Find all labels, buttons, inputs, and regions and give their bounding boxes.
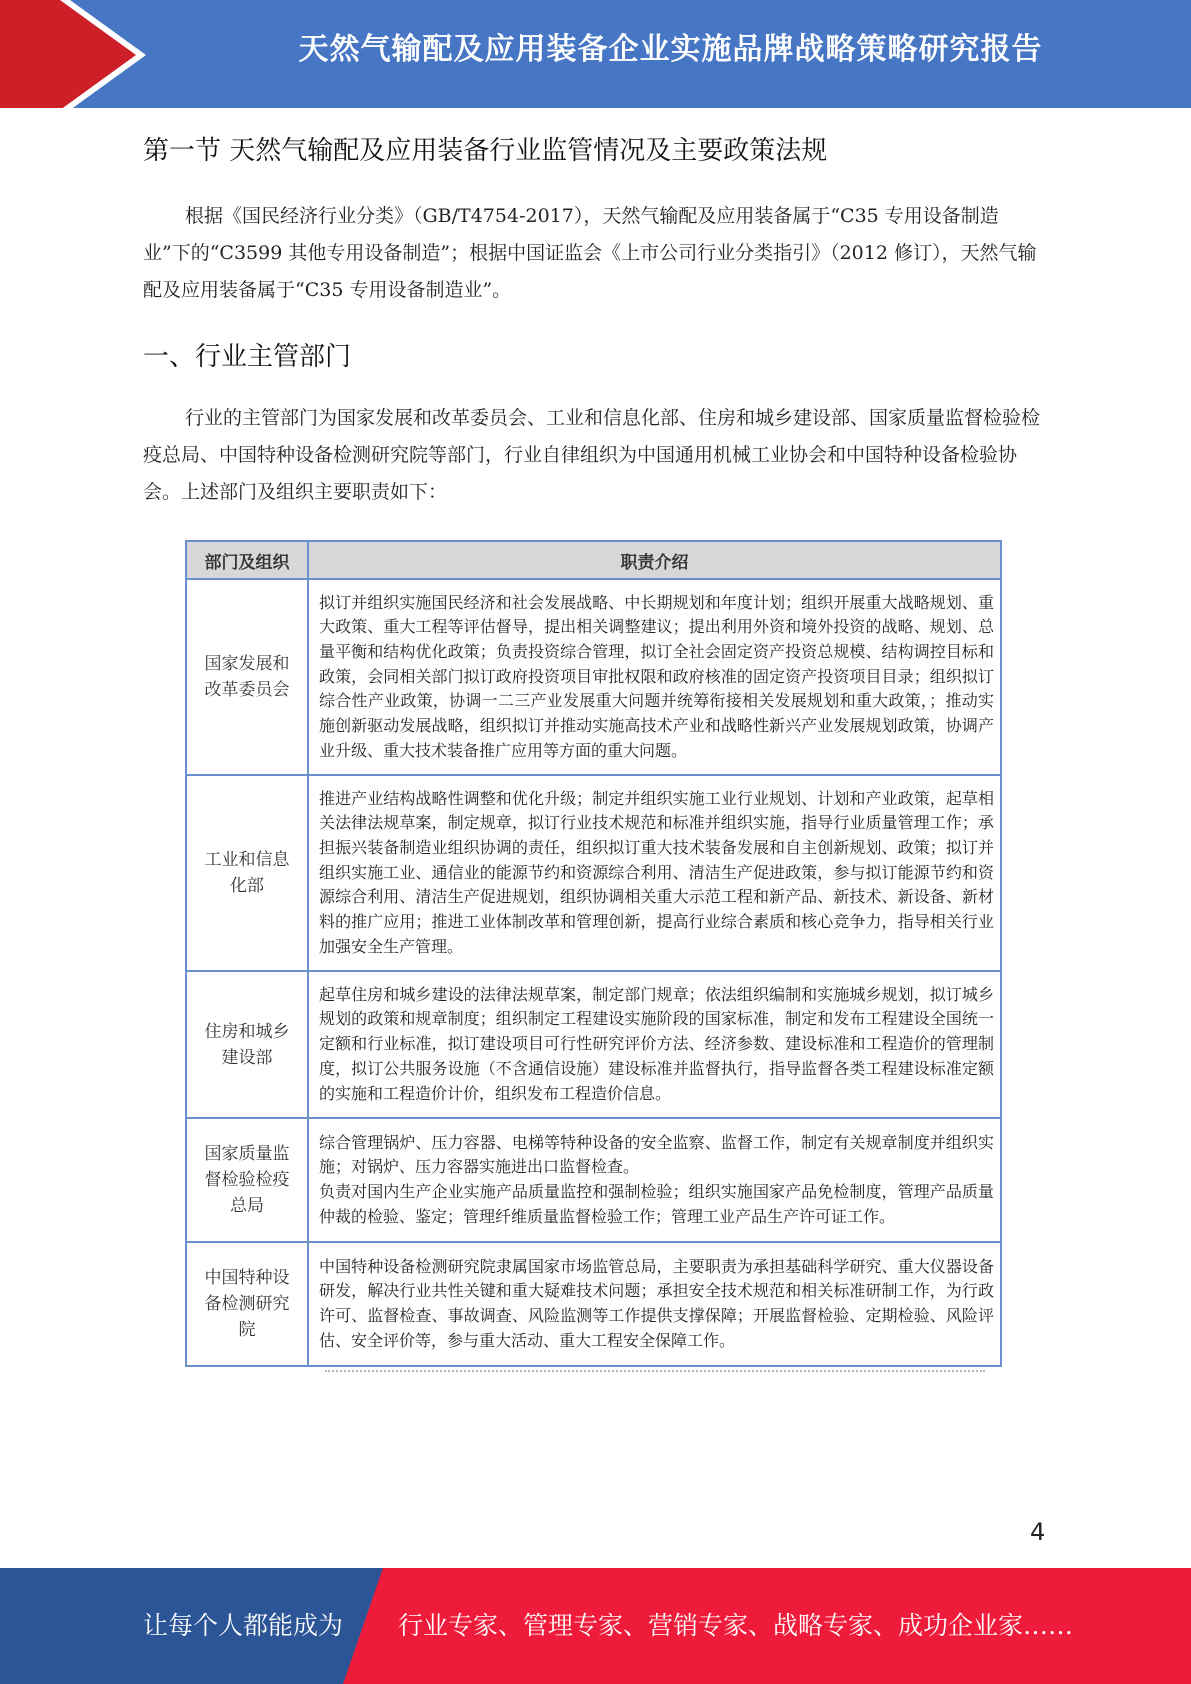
section-title: 第一节 天然气输配及应用装备行业监管情况及主要政策法规 (143, 136, 828, 166)
duties-table (185, 540, 1002, 1367)
intro-paragraph: 根据《国民经济行业分类》（GB/T4754-2017），天然气输配及应用装备属于“C35 专用设备制造业”下的“C3599 其他专用设备制造”；根据中国证监会《上市公司行业分类指引》（2012 修订），天然气输配及应用装备属于“C35 专用设备制造业”。 (143, 205, 1037, 301)
duties-cell: 推进产业结构战略性调整和优化升级；制定并组织实施工业行业规划、计划和产业政策，起草相关法律法规草案，制定规章，拟订行业技术规范和标准并组织实施，指导行业质量管理工作；承担振兴装备制造业组织协调的责任，组织拟订重大技术装备发展和自主创新规划、政策；拟订并组织实施工业、通信业的能源节约和资源综合利用、清洁生产促进政策，参与拟订能源节约和资源综合利用、清洁生产促进规划，组织协调相关重大示范工程和新产品、新技术、新设备、新材料的推广应用；推进工业体制改革和管理创新，提高行业综合素质和核心竞争力，指导相关行业加强安全生产管理。 (308, 775, 1001, 971)
header-banner (0, 0, 1191, 110)
footer-banner (0, 1568, 1191, 1684)
table-row (186, 971, 1001, 1118)
dept-cell: 中国特种设备检测研究院 (186, 1242, 308, 1366)
dept-cell: 国家质量监督检验检疫总局 (186, 1118, 308, 1242)
table-continuation-marks (325, 1370, 985, 1372)
table-row (186, 775, 1001, 971)
table-row (186, 1118, 1001, 1242)
subsection-paragraph: 行业的主管部门为国家发展和改革委员会、工业和信息化部、住房和城乡建设部、国家质量监督检验检疫总局、中国特种设备检测研究院等部门，行业自律组织为中国通用机械工业协会和中国特种设备检验协会。上述部门及组织主要职责如下： (143, 407, 1041, 503)
table-header-row (186, 541, 1001, 579)
table-row (186, 579, 1001, 775)
page-number: 4 (1030, 1518, 1046, 1546)
footer-slogan-roles: 行业专家、管理专家、营销专家、战略专家、成功企业家…… (398, 1611, 1074, 1640)
subsection-title: 一、行业主管部门 (143, 342, 352, 372)
report-title: 天然气输配及应用装备企业实施品牌战略策略研究报告 (298, 32, 1043, 67)
footer-slogan-lead: 让每个人都能成为 (143, 1611, 344, 1640)
duties-cell: 拟订并组织实施国民经济和社会发展战略、中长期规划和年度计划；组织开展重大战略规划、重大政策、重大工程等评估督导，提出相关调整建议；提出利用外资和境外投资的战略、规划、总量平衡和结构优化政策；负责投资综合管理，拟订全社会固定资产投资总规模、结构调控目标和政策，会同相关部门拟订政府投资项目审批权限和政府核准的固定资产投资项目目录；组织拟订综合性产业政策，协调一二三产业发展重大问题并统筹衔接相关发展规划和重大政策，；推动实施创新驱动发展战略，组织拟订并推动实施高技术产业和战略性新兴产业发展规划政策，协调产业升级、重大技术装备推广应用等方面的重大问题。 (308, 579, 1001, 775)
duties-cell: 综合管理锅炉、压力容器、电梯等特种设备的安全监察、监督工作，制定有关规章制度并组织实施；对锅炉、压力容器实施进出口监督检查。 负责对国内生产企业实施产品质量监控和强制检验；组织实施国家产品免检制度，管理产品质量仲裁的检验、鉴定；管理纤维质量监督检验工作；管理工业产品生产许可证工作。 (308, 1118, 1001, 1242)
dept-cell: 住房和城乡建设部 (186, 971, 308, 1118)
duties-cell: 起草住房和城乡建设的法律法规草案，制定部门规章；依法组织编制和实施城乡规划，拟订城乡规划的政策和规章制度；组织制定工程建设实施阶段的国家标准，制定和发布工程建设全国统一定额和行业标准，拟订建设项目可行性研究评价方法、经济参数、建设标准和工程造价的管理制度，拟订公共服务设施（不含通信设施）建设标准并监督执行，指导监督各类工程建设标准定额的实施和工程造价计价，组织发布工程造价信息。 (308, 971, 1001, 1118)
chevron-decoration (0, 0, 150, 110)
dept-cell: 工业和信息化部 (186, 775, 308, 971)
header-dept: 部门及组织 (186, 541, 308, 579)
header-duties: 职责介绍 (308, 541, 1001, 579)
header-divider (0, 108, 1191, 110)
dept-cell: 国家发展和改革委员会 (186, 579, 308, 775)
table-row (186, 1242, 1001, 1366)
duties-cell: 中国特种设备检测研究院隶属国家市场监管总局，主要职责为承担基础科学研究、重大仪器设备研发，解决行业共性关键和重大疑难技术问题；承担安全技术规范和相关标准研制工作，为行政许可、监督检查、事故调查、风险监测等工作提供支撑保障；开展监督检验、定期检验、风险评估、安全评价等，参与重大活动、重大工程安全保障工作。 (308, 1242, 1001, 1366)
